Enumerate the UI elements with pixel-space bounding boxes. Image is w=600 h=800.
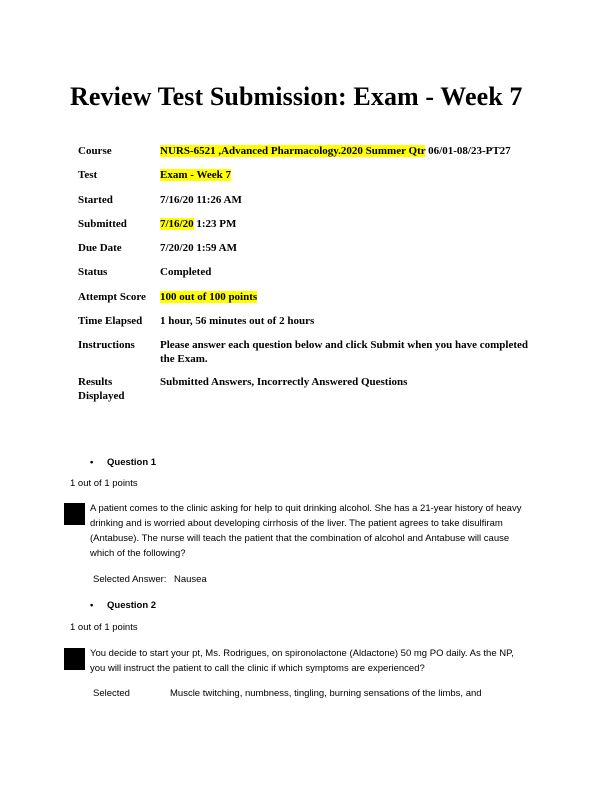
submitted-value bbox=[160, 217, 532, 241]
question-points: 1 out of 1 points bbox=[70, 478, 138, 489]
time-elapsed-value: 1 hour, 56 minutes out of 2 hours bbox=[160, 315, 315, 327]
selected-answer-value: Muscle twitching, numbness, tingling, burning sensations of the limbs, and bbox=[170, 688, 482, 699]
attempt-score-label: Attempt Score bbox=[78, 291, 146, 303]
question-title: Question 2 bbox=[107, 600, 157, 611]
question-status-marker-icon bbox=[64, 503, 85, 525]
course-value-highlight: NURS-6521 ,Advanced Pharmacology.2020 Summer Qtr bbox=[160, 145, 426, 157]
question-points: 1 out of 1 points bbox=[70, 622, 138, 633]
submission-info-table bbox=[78, 144, 532, 405]
course-value-term: 06/01-08/23-PT27 bbox=[425, 145, 511, 157]
results-displayed-label: Results Displayed bbox=[78, 376, 125, 402]
submitted-label: Submitted bbox=[78, 218, 127, 230]
status-value: Completed bbox=[160, 266, 212, 278]
selected-answer-label: Selected Answer: bbox=[93, 574, 167, 585]
due-date-value: 7/20/20 1:59 AM bbox=[160, 242, 237, 254]
course-label: Course bbox=[78, 145, 112, 157]
question-heading bbox=[90, 600, 156, 611]
results-displayed-value: Submitted Answers, Incorrectly Answered Questions bbox=[160, 376, 408, 388]
submitted-time: 1:23 PM bbox=[193, 218, 237, 230]
selected-answer-label: Selected bbox=[93, 688, 130, 699]
row-instructions bbox=[78, 338, 532, 375]
test-value: Exam - Week 7 bbox=[160, 169, 231, 181]
due-date-label: Due Date bbox=[78, 242, 122, 254]
question-status-marker-icon bbox=[64, 648, 85, 670]
row-submitted bbox=[78, 217, 532, 241]
instructions-label: Instructions bbox=[78, 339, 135, 351]
row-attempt-score bbox=[78, 290, 532, 314]
row-results-displayed bbox=[78, 375, 532, 405]
attempt-score-value: 100 out of 100 points bbox=[160, 291, 258, 303]
question-title: Question 1 bbox=[107, 457, 157, 468]
row-status bbox=[78, 265, 532, 290]
bullet-icon: • bbox=[90, 457, 94, 468]
row-due-date bbox=[78, 241, 532, 265]
question-heading bbox=[90, 457, 156, 468]
row-started bbox=[78, 193, 532, 217]
submitted-date: 7/16/20 bbox=[160, 218, 194, 230]
instructions-value: Please answer each question below and click Submit when you have completed the Exam. bbox=[160, 339, 529, 365]
page-title: Review Test Submission: Exam - Week 7 bbox=[70, 82, 523, 111]
test-label: Test bbox=[78, 169, 98, 181]
status-label: Status bbox=[78, 266, 108, 278]
row-course bbox=[78, 144, 532, 168]
selected-answer-value: Nausea bbox=[174, 574, 207, 585]
question-text: You decide to start your pt, Ms. Rodrigues, on spironolactone (Aldactone) 50 mg PO daily. As the NP, you will instruct the patient to call the clinic if which symptoms are experienced? bbox=[90, 648, 514, 674]
row-test bbox=[78, 168, 532, 193]
course-value bbox=[160, 144, 532, 168]
started-label: Started bbox=[78, 194, 113, 206]
started-value: 7/16/20 11:26 AM bbox=[160, 194, 242, 206]
bullet-icon: • bbox=[90, 600, 94, 611]
time-elapsed-label: Time Elapsed bbox=[78, 315, 143, 327]
question-text: A patient comes to the clinic asking for help to quit drinking alcohol. She has a 21-year history of heavy drinking and is worried about developing cirrhosis of the liver. The patient agrees to take disulfiram (Antabuse). The nurse will teach the patient that the combination of alcohol and Antabuse will cause which of the following? bbox=[90, 503, 522, 559]
row-time-elapsed bbox=[78, 314, 532, 338]
